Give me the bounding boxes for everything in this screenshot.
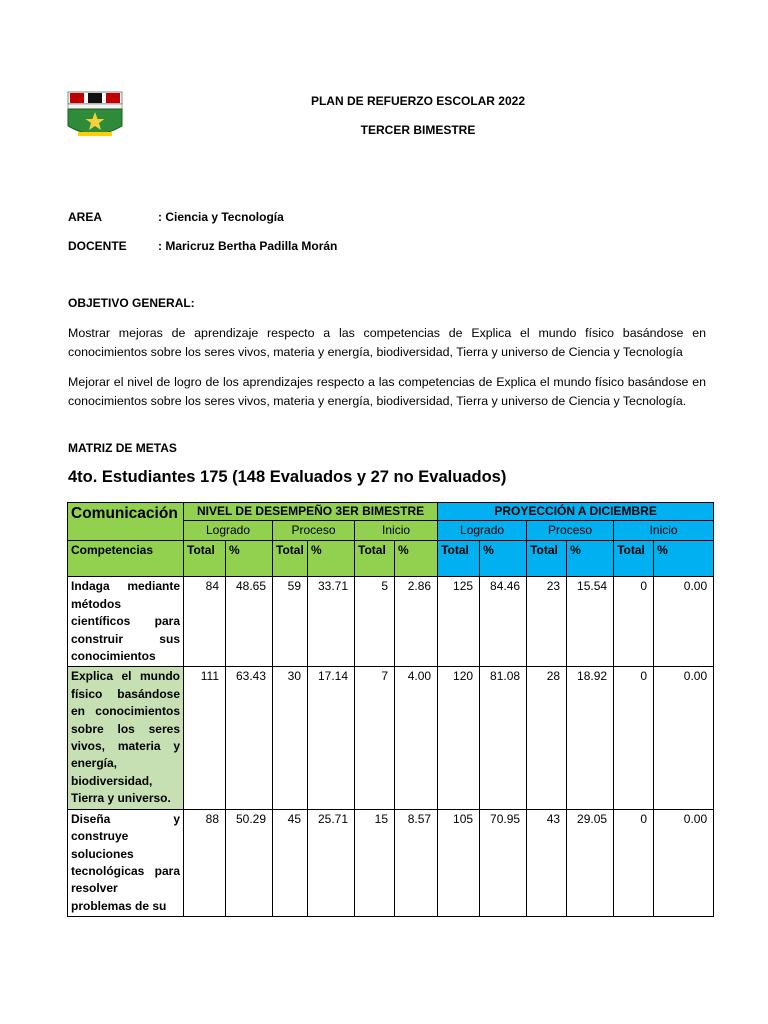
sub-header: % (567, 541, 614, 577)
level-header: Proceso (527, 521, 614, 541)
value-cell: 120 (438, 667, 480, 809)
value-cell: 25.71 (308, 809, 355, 916)
document-subtitle: TERCER BIMESTRE (360, 123, 476, 137)
document-title: PLAN DE REFUERZO ESCOLAR 2022 (310, 94, 526, 108)
competencias-header: Competencias (68, 541, 184, 577)
table-row (68, 577, 714, 667)
docente-value: : Maricruz Bertha Padilla Morán (158, 239, 338, 253)
matriz-heading: MATRIZ DE METAS (68, 441, 177, 455)
value-cell: 8.57 (395, 809, 438, 916)
table-row (68, 667, 714, 809)
docente-label: DOCENTE (68, 239, 127, 253)
competencia-cell: Indaga mediante métodos científicos para construir sus conocimientos (68, 577, 184, 667)
value-cell: 105 (438, 809, 480, 916)
sub-header: Total (438, 541, 480, 577)
objetivo-paragraph-1: Mostrar mejoras de aprendizaje respecto a las competencias de Explica el mundo físico basándose en conocimientos sobre los seres vivos, materia y energía, biodiversidad, Tierra y universo de Ciencia y Tecnología (68, 326, 706, 359)
group-header-proyeccion: PROYECCIÓN A DICIEMBRE (438, 503, 714, 521)
sub-header: Total (355, 541, 395, 577)
competencia-cell: Explica el mundo físico basándose en conocimientos sobre los seres vivos, materia y energía, biodiversidad, Tierra y universo. (68, 667, 184, 809)
value-cell: 0.00 (654, 667, 714, 809)
value-cell: 30 (273, 667, 308, 809)
level-header: Inicio (355, 521, 438, 541)
value-cell: 0.00 (654, 577, 714, 667)
value-cell: 2.86 (395, 577, 438, 667)
value-cell: 17.14 (308, 667, 355, 809)
value-cell: 125 (438, 577, 480, 667)
value-cell: 43 (527, 809, 567, 916)
sub-header: Total (614, 541, 654, 577)
sub-header: Total (527, 541, 567, 577)
value-cell: 0 (614, 809, 654, 916)
objetivo-paragraph-2: Mejorar el nivel de logro de los aprendizajes respecto a las competencias de Explica el mundo físico basándose en conocimientos sobre los seres vivos, materia y energía, biodiversidad, Tierra y universo de Ciencia y Tecnología. (68, 375, 706, 408)
value-cell: 18.92 (567, 667, 614, 809)
header-row-groups (68, 503, 714, 521)
competencia-cell: Diseña y construye soluciones tecnológicas para resolver problemas de su (68, 809, 184, 916)
value-cell: 15.54 (567, 577, 614, 667)
value-cell: 111 (184, 667, 226, 809)
value-cell: 0 (614, 667, 654, 809)
value-cell: 70.95 (480, 809, 527, 916)
area-label: AREA (68, 210, 103, 224)
sub-header: % (654, 541, 714, 577)
level-header: Inicio (614, 521, 714, 541)
value-cell: 84.46 (480, 577, 527, 667)
value-cell: 84 (184, 577, 226, 667)
area-header: Comunicación (68, 503, 184, 541)
sub-header: Total (184, 541, 226, 577)
group-header-nivel: NIVEL DE DESEMPEÑO 3ER BIMESTRE (184, 503, 438, 521)
sub-header: % (395, 541, 438, 577)
value-cell: 48.65 (226, 577, 273, 667)
value-cell: 29.05 (567, 809, 614, 916)
table-row (68, 809, 714, 916)
value-cell: 0.00 (654, 809, 714, 916)
docente-row (68, 239, 337, 253)
area-value: : Ciencia y Tecnología (158, 210, 284, 224)
value-cell: 0 (614, 577, 654, 667)
objetivo-heading: OBJETIVO GENERAL: (68, 296, 195, 310)
value-cell: 5 (355, 577, 395, 667)
value-cell: 28 (527, 667, 567, 809)
value-cell: 45 (273, 809, 308, 916)
value-cell: 50.29 (226, 809, 273, 916)
value-cell: 59 (273, 577, 308, 667)
level-header: Logrado (438, 521, 527, 541)
value-cell: 63.43 (226, 667, 273, 809)
value-cell: 23 (527, 577, 567, 667)
value-cell: 4.00 (395, 667, 438, 809)
students-heading: 4to. Estudiantes 175 (148 Evaluados y 27 no Evaluados) (68, 468, 507, 486)
value-cell: 15 (355, 809, 395, 916)
metas-table (67, 502, 714, 917)
sub-header: % (480, 541, 527, 577)
level-header: Logrado (184, 521, 273, 541)
header-row-sub (68, 541, 714, 577)
value-cell: 88 (184, 809, 226, 916)
value-cell: 7 (355, 667, 395, 809)
sub-header: % (308, 541, 355, 577)
sub-header: Total (273, 541, 308, 577)
area-row (68, 210, 284, 224)
value-cell: 81.08 (480, 667, 527, 809)
sub-header: % (226, 541, 273, 577)
level-header: Proceso (273, 521, 355, 541)
value-cell: 33.71 (308, 577, 355, 667)
